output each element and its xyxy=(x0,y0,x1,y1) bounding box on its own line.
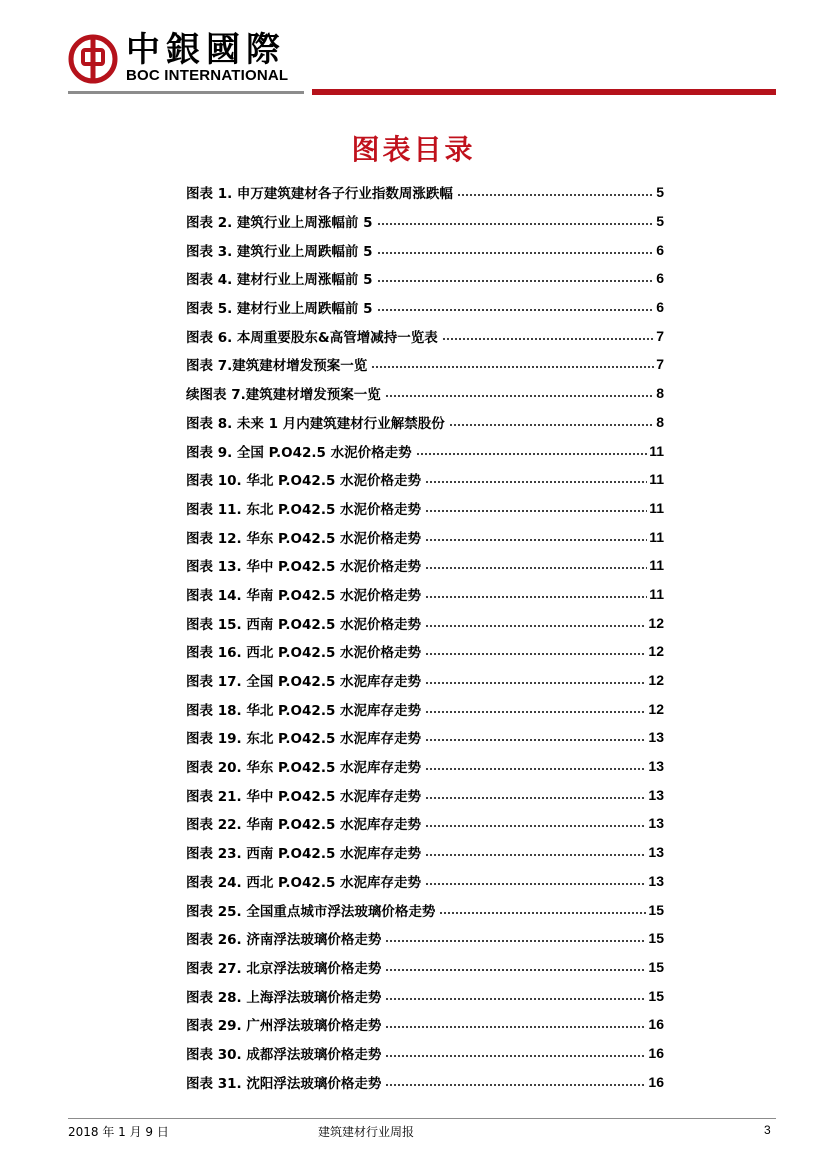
toc-entry-label: 图表 7.建筑建材增发预案一览 xyxy=(186,358,368,375)
toc-leader-dots xyxy=(377,309,655,311)
toc-entry-label: 图表 1. 申万建筑建材各子行业指数周涨跌幅 xyxy=(186,186,453,203)
toc-entry-label: 图表 23. 西南 P.O42.5 水泥库存走势 xyxy=(186,846,422,863)
toc-entry-label: 图表 9. 全国 P.O42.5 水泥价格走势 xyxy=(186,444,412,461)
toc-leader-dots xyxy=(377,280,655,282)
toc-entry-label: 图表 28. 上海浮法玻璃价格走势 xyxy=(186,989,382,1006)
toc-entry-page: 8 xyxy=(656,413,664,430)
header-rule-grey xyxy=(68,91,304,94)
toc-entry-label: 图表 3. 建筑行业上周跌幅前 5 xyxy=(186,243,373,260)
toc-leader-dots xyxy=(425,596,647,598)
toc-leader-dots xyxy=(425,768,646,770)
toc-leader-dots xyxy=(425,711,646,713)
footer-rule xyxy=(68,1118,776,1119)
toc-leader-dots xyxy=(425,481,647,483)
toc-leader-dots xyxy=(385,998,646,1000)
toc-leader-dots xyxy=(416,453,648,455)
toc-entry[interactable] xyxy=(186,379,664,408)
toc-entry-label: 图表 5. 建材行业上周跌幅前 5 xyxy=(186,301,373,318)
boc-logo-icon xyxy=(68,34,118,84)
toc-entry-page: 13 xyxy=(648,786,664,803)
toc-entry-label: 图表 12. 华东 P.O42.5 水泥价格走势 xyxy=(186,530,422,547)
toc-entry-page: 7 xyxy=(656,327,664,344)
toc-entry[interactable] xyxy=(186,264,664,293)
toc-leader-dots xyxy=(425,625,646,627)
toc-leader-dots xyxy=(385,969,646,971)
toc-entry-label: 续图表 7.建筑建材增发预案一览 xyxy=(186,387,381,404)
toc-leader-dots xyxy=(442,338,655,340)
toc-entry-label: 图表 20. 华东 P.O42.5 水泥库存走势 xyxy=(186,760,422,777)
toc-entry-page: 12 xyxy=(648,672,664,689)
toc-leader-dots xyxy=(457,194,654,196)
toc-entry[interactable] xyxy=(186,752,664,781)
toc-entry[interactable] xyxy=(186,809,664,838)
toc-entry[interactable] xyxy=(186,207,664,236)
toc-entry-label: 图表 29. 广州浮法玻璃价格走势 xyxy=(186,1018,382,1035)
toc-leader-dots xyxy=(425,682,646,684)
toc-entry-label: 图表 27. 北京浮法玻璃价格走势 xyxy=(186,960,382,977)
toc-entry-label: 图表 19. 东北 P.O42.5 水泥库存走势 xyxy=(186,731,422,748)
toc-leader-dots xyxy=(385,940,646,942)
toc-leader-dots xyxy=(425,797,646,799)
toc-entry-page: 11 xyxy=(649,528,664,545)
toc-entry-label: 图表 18. 华北 P.O42.5 水泥库存走势 xyxy=(186,702,422,719)
toc-entry-label: 图表 17. 全国 P.O42.5 水泥库存走势 xyxy=(186,674,422,691)
toc-entry[interactable] xyxy=(186,924,664,953)
toc-entry-page: 13 xyxy=(648,729,664,746)
toc-entry-page: 13 xyxy=(648,815,664,832)
toc-entry[interactable] xyxy=(186,293,664,322)
toc-entry[interactable] xyxy=(186,953,664,982)
toc-entry[interactable] xyxy=(186,1039,664,1068)
toc-leader-dots xyxy=(425,510,647,512)
toc-entry-page: 11 xyxy=(649,471,664,488)
toc-entry[interactable] xyxy=(186,522,664,551)
toc-leader-dots xyxy=(425,539,647,541)
toc-entry-page: 13 xyxy=(648,872,664,889)
toc-leader-dots xyxy=(425,825,646,827)
toc-entry-label: 图表 2. 建筑行业上周涨幅前 5 xyxy=(186,215,373,232)
footer-page-number: 3 xyxy=(764,1123,771,1137)
toc-entry[interactable] xyxy=(186,1067,664,1096)
toc-leader-dots xyxy=(439,912,646,914)
toc-entry[interactable] xyxy=(186,350,664,379)
toc-entry-page: 5 xyxy=(656,213,664,230)
toc-leader-dots xyxy=(425,567,647,569)
toc-entry-page: 5 xyxy=(656,184,664,201)
toc-entry-label: 图表 14. 华南 P.O42.5 水泥价格走势 xyxy=(186,587,422,604)
toc-leader-dots xyxy=(385,395,654,397)
toc-entry[interactable] xyxy=(186,1010,664,1039)
toc-entry[interactable] xyxy=(186,666,664,695)
toc-entry[interactable] xyxy=(186,895,664,924)
toc-entry[interactable] xyxy=(186,580,664,609)
toc-leader-dots xyxy=(449,424,654,426)
toc-entry[interactable] xyxy=(186,235,664,264)
toc-entry-page: 12 xyxy=(648,614,664,631)
toc-leader-dots xyxy=(425,739,646,741)
page-header xyxy=(0,0,827,100)
toc-title: 图表目录 xyxy=(351,133,476,166)
toc-leader-dots xyxy=(377,252,655,254)
toc-entry-label: 图表 21. 华中 P.O42.5 水泥库存走势 xyxy=(186,788,422,805)
toc-entry-page: 7 xyxy=(656,356,664,373)
toc-entry-label: 图表 15. 西南 P.O42.5 水泥价格走势 xyxy=(186,616,422,633)
toc-entry-page: 13 xyxy=(648,758,664,775)
footer-date: 2018 年 1 月 9 日 xyxy=(68,1125,169,1139)
toc-leader-dots xyxy=(425,883,646,885)
toc-leader-dots xyxy=(385,1084,646,1086)
toc-entry-label: 图表 26. 济南浮法玻璃价格走势 xyxy=(186,932,382,949)
toc-leader-dots xyxy=(377,223,655,225)
toc-entry-page: 11 xyxy=(649,499,664,516)
toc-entry-label: 图表 16. 西北 P.O42.5 水泥价格走势 xyxy=(186,645,422,662)
toc-entry-label: 图表 13. 华中 P.O42.5 水泥价格走势 xyxy=(186,559,422,576)
toc-leader-dots xyxy=(385,1026,646,1028)
toc-entry-label: 图表 4. 建材行业上周涨幅前 5 xyxy=(186,272,373,289)
toc-entry-page: 12 xyxy=(648,643,664,660)
toc-entry-page: 11 xyxy=(649,557,664,574)
toc-entry-page: 16 xyxy=(648,1016,664,1033)
toc-entry-label: 图表 24. 西北 P.O42.5 水泥库存走势 xyxy=(186,874,422,891)
toc-entry-page: 15 xyxy=(648,901,664,918)
footer-report-name: 建筑建材行业周报 xyxy=(318,1125,415,1139)
toc-entry-page: 12 xyxy=(648,700,664,717)
logo-english-name: BOC INTERNATIONAL xyxy=(126,67,289,84)
toc-entry-page: 16 xyxy=(648,1073,664,1090)
toc-entry-page: 6 xyxy=(656,241,664,258)
toc-leader-dots xyxy=(425,854,646,856)
toc-entry-page: 6 xyxy=(656,299,664,316)
toc-entry-page: 11 xyxy=(649,585,664,602)
toc-entry-page: 6 xyxy=(656,270,664,287)
toc-entry-label: 图表 25. 全国重点城市浮法玻璃价格走势 xyxy=(186,903,436,920)
toc-entry-label: 图表 11. 东北 P.O42.5 水泥价格走势 xyxy=(186,501,422,518)
toc-leader-dots xyxy=(385,1055,646,1057)
toc-entry[interactable] xyxy=(186,838,664,867)
toc-entry[interactable] xyxy=(186,637,664,666)
toc-entry-page: 16 xyxy=(648,1044,664,1061)
toc-entry[interactable] xyxy=(186,723,664,752)
toc-entry-label: 图表 8. 未来 1 月内建筑建材行业解禁股份 xyxy=(186,415,445,432)
toc-entry-page: 15 xyxy=(648,930,664,947)
toc-entry-label: 图表 30. 成都浮法玻璃价格走势 xyxy=(186,1046,382,1063)
toc-entry[interactable] xyxy=(186,436,664,465)
toc-entry[interactable] xyxy=(186,178,664,207)
toc-entry[interactable] xyxy=(186,465,664,494)
toc-entry[interactable] xyxy=(186,867,664,896)
toc-entry[interactable] xyxy=(186,608,664,637)
toc-entry-label: 图表 31. 沈阳浮法玻璃价格走势 xyxy=(186,1075,382,1092)
header-rule-red xyxy=(312,89,776,95)
toc-entry[interactable] xyxy=(186,408,664,437)
toc-list xyxy=(186,178,664,1096)
toc-entry[interactable] xyxy=(186,780,664,809)
toc-entry[interactable] xyxy=(186,551,664,580)
toc-leader-dots xyxy=(425,653,646,655)
toc-leader-dots xyxy=(371,366,654,368)
toc-entry[interactable] xyxy=(186,494,664,523)
logo-chinese-name: 中銀國際 xyxy=(126,30,286,70)
toc-entry-label: 图表 6. 本周重要股东&高管增减持一览表 xyxy=(186,329,438,346)
toc-entry-label: 图表 22. 华南 P.O42.5 水泥库存走势 xyxy=(186,817,422,834)
toc-entry[interactable] xyxy=(186,321,664,350)
toc-entry-page: 15 xyxy=(648,958,664,975)
toc-entry-page: 13 xyxy=(648,844,664,861)
toc-entry-label: 图表 10. 华北 P.O42.5 水泥价格走势 xyxy=(186,473,422,490)
toc-entry[interactable] xyxy=(186,981,664,1010)
toc-entry[interactable] xyxy=(186,694,664,723)
toc-entry-page: 11 xyxy=(649,442,664,459)
toc-entry-page: 15 xyxy=(648,987,664,1004)
toc-entry-page: 8 xyxy=(656,385,664,402)
